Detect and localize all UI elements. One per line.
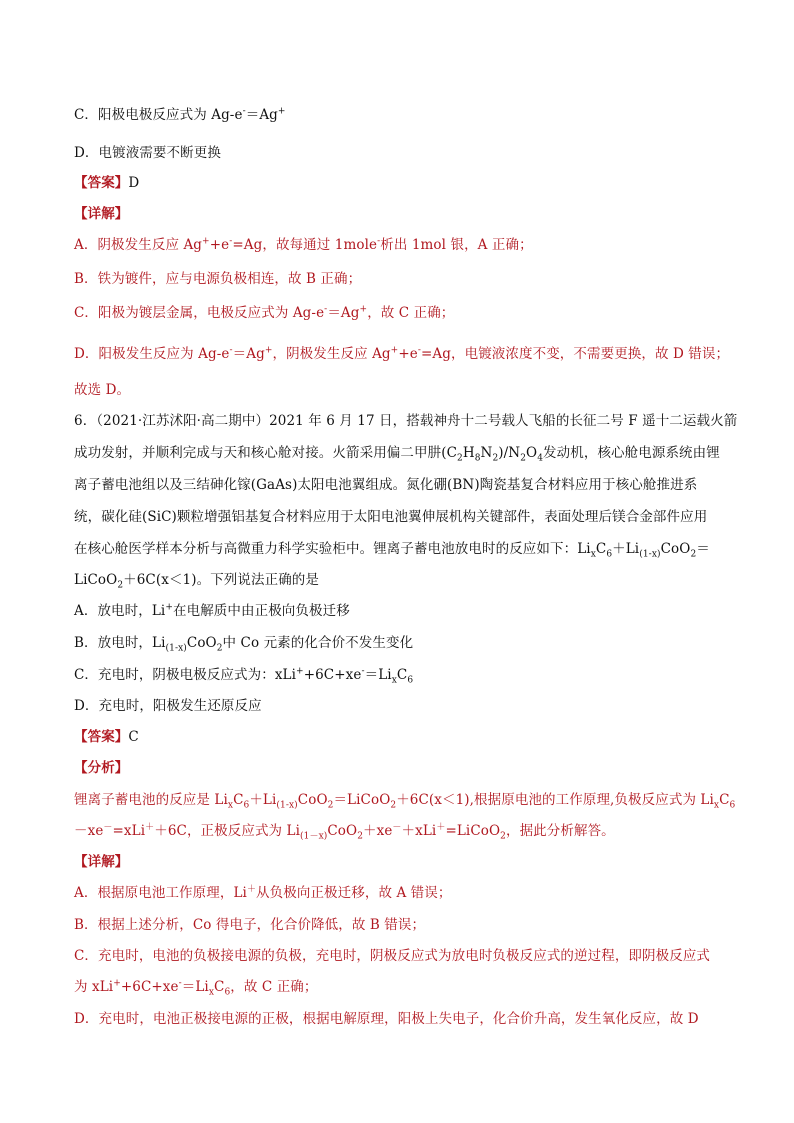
q6-stem-line-2: 成功发射，并顺利完成与天和核心舱对接。火箭采用偏二甲肼$(C_2H_8N_2)/N_2O_4$发动机，核心舱电源系统由锂: [74, 445, 720, 464]
q6-stem-line-1: 6．（2021·江苏沭阳·高二期中）2021 年 6 月 17 日，搭载神舟十二号载人飞船的长征二号 F 遥十二运载火箭: [74, 413, 738, 429]
q6-option-a: A．放电时，Li+在电解质中由正极向负极迁移: [74, 602, 350, 619]
q6-analysis-line-2: －xe－=xLi＋＋6C，正极反应式为 $Li_{(1-x)}CoO_2+xe^-+xLi^+=LiCoO_2$，据此分析解答。: [74, 822, 615, 842]
q6-stem-line-6: LiCoO$_2$＋6C(x＜1)。下列说法正确的是: [74, 572, 319, 591]
q6-stem-line-5: 在核心舱医学样本分析与高微重力科学实验柜中。锂离子蓄电池放电时的反应如下：$Li_xC_6+Li_{(1-x)}CoO_2=$: [74, 541, 710, 560]
q5-detail-d: D．阳极发生反应为 Ag-e-＝Ag+，阴极发生反应 Ag++e-=Ag，电镀液浓度不变，不需要更换，故 D 错误；: [74, 345, 730, 362]
q6-stem-line-4: 统，碳化硅(SiC)颗粒增强铝基复合材料应用于太阳电池翼伸展机构关键部件，表面处理后镁合金部件应用: [74, 509, 708, 525]
q6-detail-label: 【详解】: [74, 854, 129, 870]
q5-detail-label: 【详解】: [74, 206, 129, 222]
q6-detail-c-line-1: C．充电时，电池的负极接电源的负极，充电时，阴极反应式为放电时负极反应式的逆过程，即阴极反应式: [74, 948, 711, 964]
q6-detail-c-line-2: 为 $xLi^++6C+xe^-=Li_xC_6$，故 C 正确；: [74, 978, 318, 998]
q6-detail-a: A．根据原电池工作原理，Li＋从负极向正极迁移，故 A 错误；: [74, 884, 452, 901]
q5-detail-b: B．铁为镀件，应与电源负极相连，故 B 正确；: [74, 271, 362, 287]
q5-option-d: D．电镀液需要不断更换: [74, 145, 221, 161]
q5-conclusion: 故选 D。: [74, 382, 131, 398]
q6-option-b: B．放电时，$Li_{(1-x)}CoO_2$中 Co 元素的化合价不发生变化: [74, 635, 414, 654]
q6-stem-line-3: 离子蓄电池组以及三结砷化镓(GaAs)太阳电池翼组成。氮化硼(BN)陶瓷基复合材料应用于核心舱推进系: [74, 477, 698, 493]
q5-detail-a: A．阴极发生反应 Ag++e-=Ag，故每通过 1mole-析出 1mol 银，A 正确；: [74, 236, 533, 253]
q5-option-c: C．阳极电极反应式为 Ag-e-＝Ag+: [74, 106, 286, 123]
q6-detail-d: D．充电时，电池正极接电源的正极，根据电解原理，阳极上失电子，化合价升高，发生氧化反应，故 D: [74, 1011, 699, 1027]
q5-detail-c: C．阳极为镀层金属，电极反应式为 Ag-e-＝Ag+，故 C 正确；: [74, 304, 455, 321]
q6-analysis-label: 【分析】: [74, 760, 129, 776]
q6-answer: 【答案】C: [74, 729, 139, 745]
q6-option-c: C．充电时，阴极电极反应式为：$xLi^++6C+xe^-=Li_xC_6$: [74, 666, 414, 686]
q6-detail-b: B．根据上述分析，Co 得电子，化合价降低，故 B 错误；: [74, 917, 426, 933]
q5-answer: 【答案】D: [74, 175, 140, 191]
q6-option-d: D．充电时，阳极发生还原反应: [74, 698, 262, 714]
q6-analysis-line-1: 锂离子蓄电池的反应是 $Li_xC_6+Li_{(1-x)}CoO_2=LiCoO_2+6C(x<1)$,根据原电池的工作原理,负极反应式为 $Li_xC_6$: [74, 792, 736, 811]
